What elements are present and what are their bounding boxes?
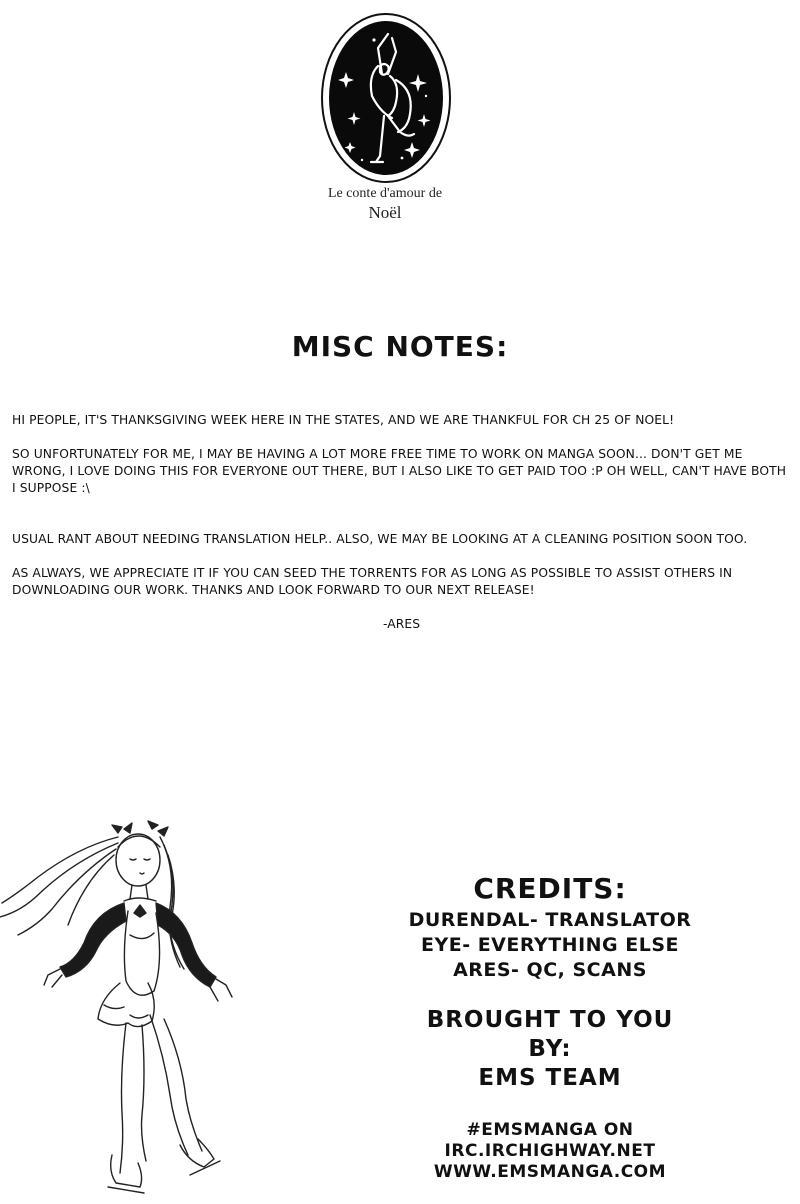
- misc-notes-heading: MISC NOTES:: [291, 330, 509, 363]
- notes-paragraph: HI PEOPLE, IT'S THANKSGIVING WEEK HERE IN THE STATES, AND WE ARE THANKFUL FOR CH 25 OF NOEL!: [12, 413, 675, 427]
- figure-skater-icon: [316, 10, 456, 190]
- notes-signature: -ARES: [383, 617, 421, 631]
- noel-logo-emblem: [316, 10, 456, 190]
- website-link: WWW.EMSMANGA.COM: [433, 1162, 667, 1182]
- brought-line: BROUGHT TO YOU: [426, 1007, 674, 1033]
- skater-girl-illustration: [0, 815, 250, 1200]
- team-name: EMS TEAM: [478, 1065, 622, 1091]
- logo-caption-subtitle: Le conte d'amour de: [327, 186, 443, 201]
- credit-line: ARES- QC, SCANS: [453, 959, 647, 981]
- logo-caption-title: Noël: [368, 203, 402, 222]
- notes-paragraph: USUAL RANT ABOUT NEEDING TRANSLATION HELP.. ALSO, WE MAY BE LOOKING AT A CLEANING POSITION SOON TOO.: [12, 532, 748, 546]
- notes-paragraph: SO UNFORTUNATELY FOR ME, I MAY BE HAVING A LOT MORE FREE TIME TO WORK ON MANGA SOON... DON'T GET ME WRONG, I LOVE DOING THIS FOR EVERYONE OUT THERE, BUT I ALSO LIKE TO GET PAID TOO :P OH WELL, CAN'T HAVE BOTH I SUPPOSE :\: [12, 447, 787, 495]
- irc-info-block: [300, 1120, 800, 1183]
- credit-line: DURENDAL- TRANSLATOR: [408, 909, 692, 931]
- brought-line: BY:: [528, 1036, 572, 1062]
- logo-caption: [280, 186, 490, 223]
- irc-server: IRC.IRCHIGHWAY.NET: [444, 1141, 656, 1161]
- misc-notes-body: [12, 412, 792, 633]
- credits-list: [300, 908, 800, 983]
- brought-to-you-block: [300, 1006, 800, 1093]
- credits-heading: CREDITS:: [473, 872, 627, 905]
- irc-channel: #EMSMANGA ON: [466, 1120, 634, 1140]
- credit-line: EYE- EVERYTHING ELSE: [420, 934, 680, 956]
- skater-girl-icon: [0, 815, 250, 1200]
- notes-paragraph: AS ALWAYS, WE APPRECIATE IT IF YOU CAN SEED THE TORRENTS FOR AS LONG AS POSSIBLE TO ASSIST OTHERS IN DOWNLOADING OUR WORK. THANKS AND LOOK FORWARD TO OUR NEXT RELEASE!: [12, 566, 733, 597]
